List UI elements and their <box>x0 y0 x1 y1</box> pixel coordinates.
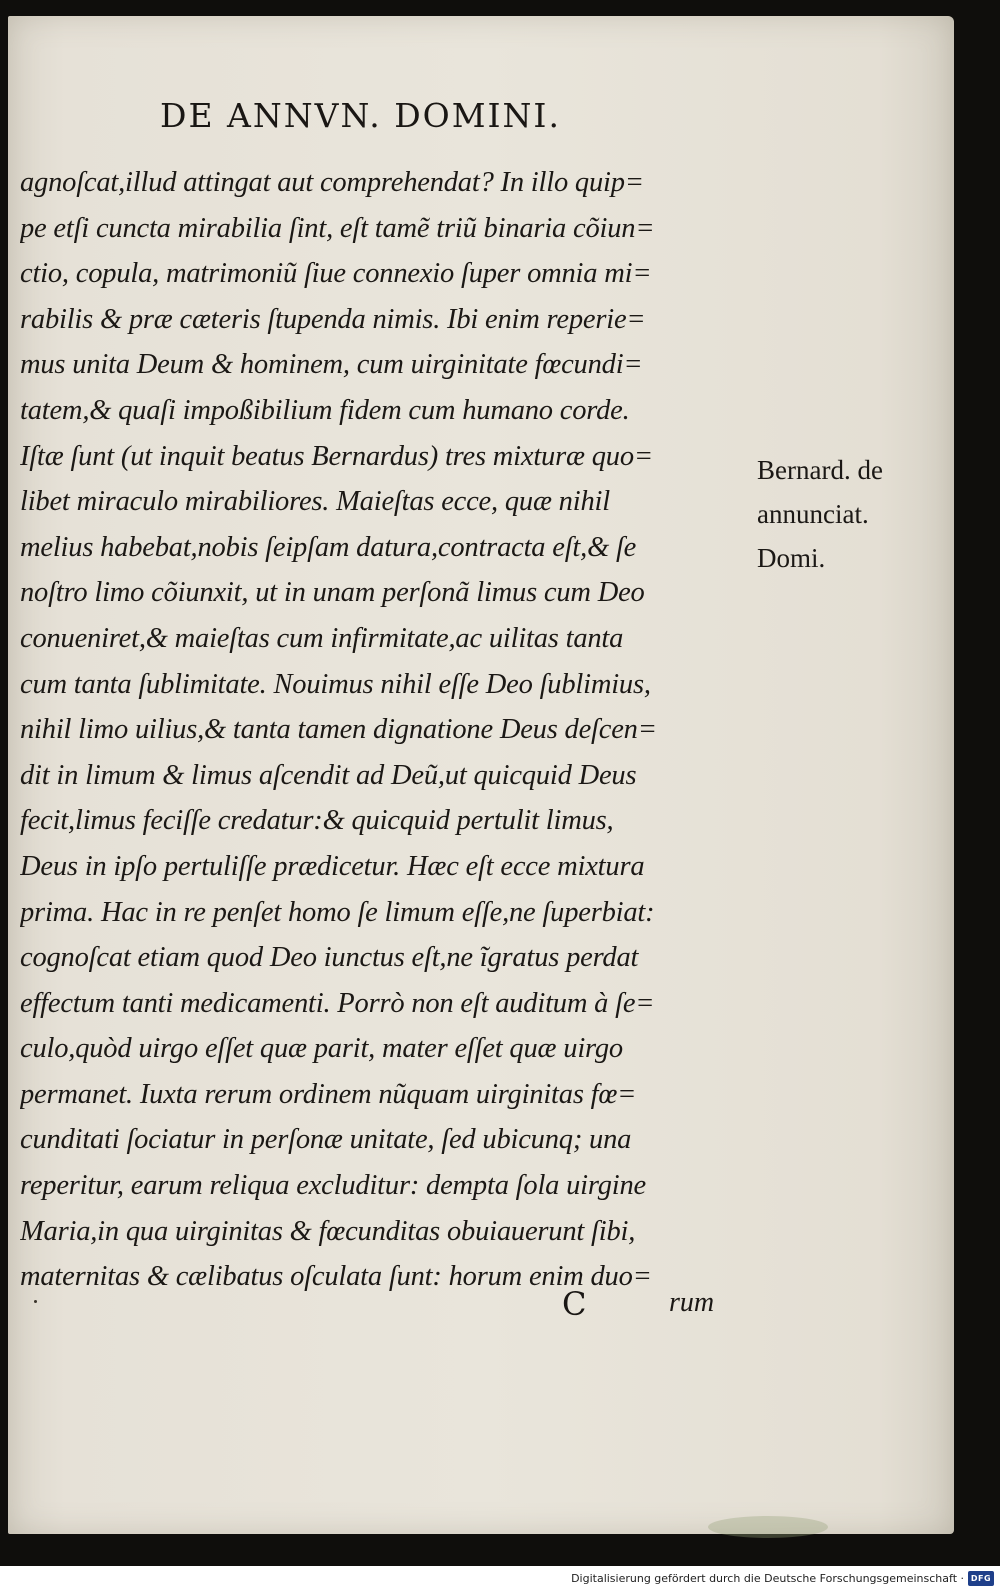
running-head: DE ANNVN. DOMINI. <box>160 96 561 135</box>
text-line: effectum tanti medicamenti. Porrò non eſt auditum à ſe= <box>20 987 655 1019</box>
text-line: melius habebat,nobis ſeipſam datura,contracta eſt,& ſe <box>20 531 637 563</box>
margin-note-line: Domi. <box>757 543 826 573</box>
margin-note-line: Bernard. de <box>757 455 883 485</box>
text-line: noſtro limo cõiunxit, ut in unam perſonã limus cum Deo <box>20 577 645 609</box>
text-line: prima. Hac in re penſet homo ſe limum eſſe,ne ſuperbiat: <box>20 896 655 928</box>
text-line: culo,quòd uirgo eſſet quæ parit, mater eſſet quæ uirgo <box>20 1033 623 1065</box>
text-line: permanet. Iuxta rerum ordinem nũquam uirginitas fœ= <box>20 1078 637 1110</box>
text-line: fecit,limus feciſſe credatur:& quicquid pertulit limus, <box>20 805 614 837</box>
margin-note-line: annunciat. <box>757 499 869 529</box>
text-line: reperitur, earum reliqua excluditur: dempta ſola uirgine <box>20 1170 647 1202</box>
text-line: cunditati ſociatur in perſonæ unitate, ſed ubicunq; una <box>20 1124 632 1156</box>
margin-note <box>757 448 937 580</box>
catchword: rum <box>669 1287 715 1318</box>
ink-speck <box>34 1300 37 1303</box>
footer-bar <box>0 1566 1000 1593</box>
text-line: conueniret,& maieſtas cum infirmitate,ac uilitas tanta <box>20 622 624 654</box>
text-line: nihil limo uilius,& tanta tamen dignatione Deus deſcen= <box>20 714 657 746</box>
text-line: dit in limum & limus aſcendit ad Deũ,ut quicquid Deus <box>20 759 637 791</box>
text-line: cognoſcat etiam quod Deo iunctus eſt,ne ĩgratus perdat <box>20 942 639 974</box>
text-line: maternitas & cælibatus oſculata ſunt: horum enim duo= <box>20 1261 652 1293</box>
text-line: mus unita Deum & hominem, cum uirginitate fœcundi= <box>20 349 643 381</box>
text-line: libet miraculo mirabiliores. Maieſtas ecce, quæ nihil <box>20 486 610 518</box>
signature-mark: C <box>562 1285 587 1323</box>
text-line: agnoſcat,illud attingat aut comprehendat? In illo quip= <box>20 167 644 198</box>
text-line: ctio, copula, matrimoniũ ſiue connexio ſuper omnia mi= <box>20 258 652 290</box>
text-line: tatem,& quaſi impoßibilium fidem cum humano corde. <box>20 394 630 426</box>
text-line: cum tanta ſublimitate. Nouimus nihil eſſe Deo ſublimius, <box>20 668 651 700</box>
text-line: Iſtæ ſunt (ut inquit beatus Bernardus) tres mixturæ quo= <box>20 440 653 472</box>
funding-credit: Digitalisierung gefördert durch die Deutsche Forschungsgemeinschaft · <box>571 1572 964 1585</box>
text-line: pe etſi cuncta mirabilia ſint, eſt tamẽ triũ binaria cõiun= <box>20 212 655 244</box>
text-line: Deus in ipſo pertuliſſe prædicetur. Hæc eſt ecce mixtura <box>20 850 645 882</box>
body-text <box>20 160 755 1300</box>
text-line: rabilis & præ cæteris ſtupenda nimis. Ibi enim reperie= <box>20 303 646 335</box>
text-line: Maria,in qua uirginitas & fœcunditas obuiauerunt ſibi, <box>20 1215 636 1247</box>
dfg-logo: DFG <box>968 1571 994 1586</box>
page-stain <box>708 1516 828 1538</box>
